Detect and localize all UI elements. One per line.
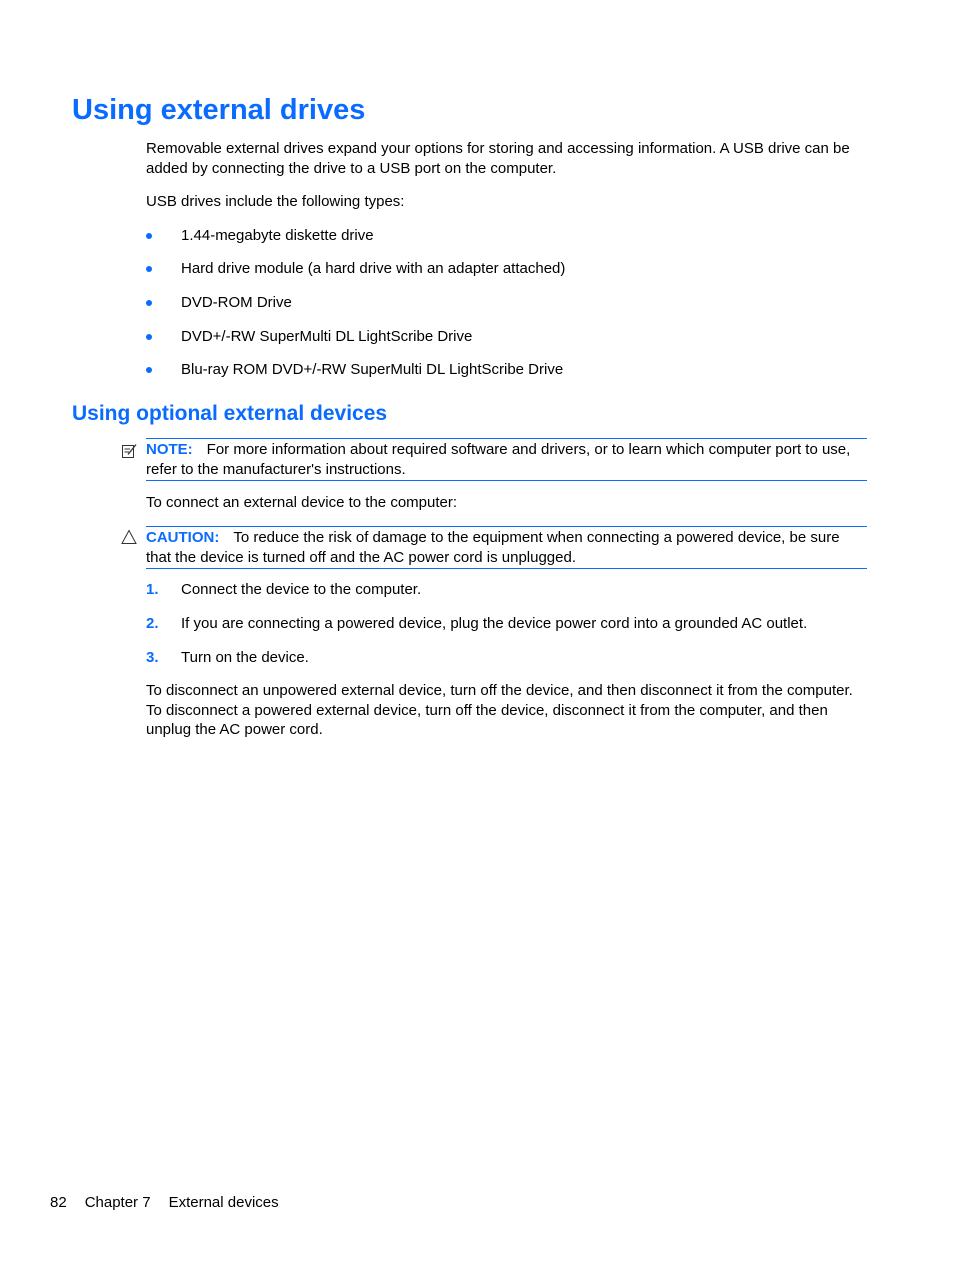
- note-text: For more information about required software and drivers, or to learn which computer port to use, refer to the manufacturer's instructions.: [146, 441, 851, 478]
- intro-paragraph: Removable external drives expand your options for storing and accessing information. A USB drive can be added by connecting the drive to a USB port on the computer.: [146, 140, 850, 177]
- section-heading: Using optional external devices: [72, 402, 388, 425]
- caution-icon: [121, 529, 137, 550]
- step-number: 3.: [146, 649, 159, 666]
- step-text: Turn on the device.: [181, 649, 309, 666]
- note-label: NOTE:: [146, 441, 193, 458]
- types-intro: USB drives include the following types:: [146, 193, 405, 210]
- bullet-icon: [146, 367, 152, 373]
- caution-text: To reduce the risk of damage to the equipment when connecting a powered device, be sure that the device is turned off and the AC power cord is unplugged.: [146, 529, 840, 566]
- note-box: [146, 438, 867, 481]
- caution-label: CAUTION:: [146, 529, 220, 546]
- list-item-text: Blu-ray ROM DVD+/-RW SuperMulti DL LightScribe Drive: [181, 361, 564, 378]
- page-footer: [50, 1193, 297, 1212]
- connect-intro: To connect an external device to the computer:: [146, 494, 458, 511]
- caution-box: [146, 526, 867, 569]
- bullet-icon: [146, 233, 152, 239]
- chapter-title: External devices: [168, 1194, 279, 1211]
- step-number: 1.: [146, 581, 159, 598]
- step-text: If you are connecting a powered device, plug the device power cord into a grounded AC outlet.: [181, 615, 808, 632]
- bullet-icon: [146, 334, 152, 340]
- list-item-text: Hard drive module (a hard drive with an adapter attached): [181, 260, 566, 277]
- page-number: 82: [50, 1194, 67, 1211]
- step-number: 2.: [146, 615, 159, 632]
- list-item-text: DVD+/-RW SuperMulti DL LightScribe Drive: [181, 328, 473, 345]
- note-icon: [121, 443, 137, 464]
- page-title: Using external drives: [72, 94, 366, 126]
- disconnect-paragraph: To disconnect an unpowered external device, turn off the device, and then disconnect it from the computer. To disconnect a powered external device, turn off the device, disconnect it from the computer, and then unplug the AC power cord.: [146, 682, 853, 738]
- list-item-text: DVD-ROM Drive: [181, 294, 292, 311]
- step-text: Connect the device to the computer.: [181, 581, 422, 598]
- list-item-text: 1.44-megabyte diskette drive: [181, 227, 374, 244]
- bullet-icon: [146, 266, 152, 272]
- bullet-icon: [146, 300, 152, 306]
- chapter-label: Chapter 7: [84, 1194, 151, 1211]
